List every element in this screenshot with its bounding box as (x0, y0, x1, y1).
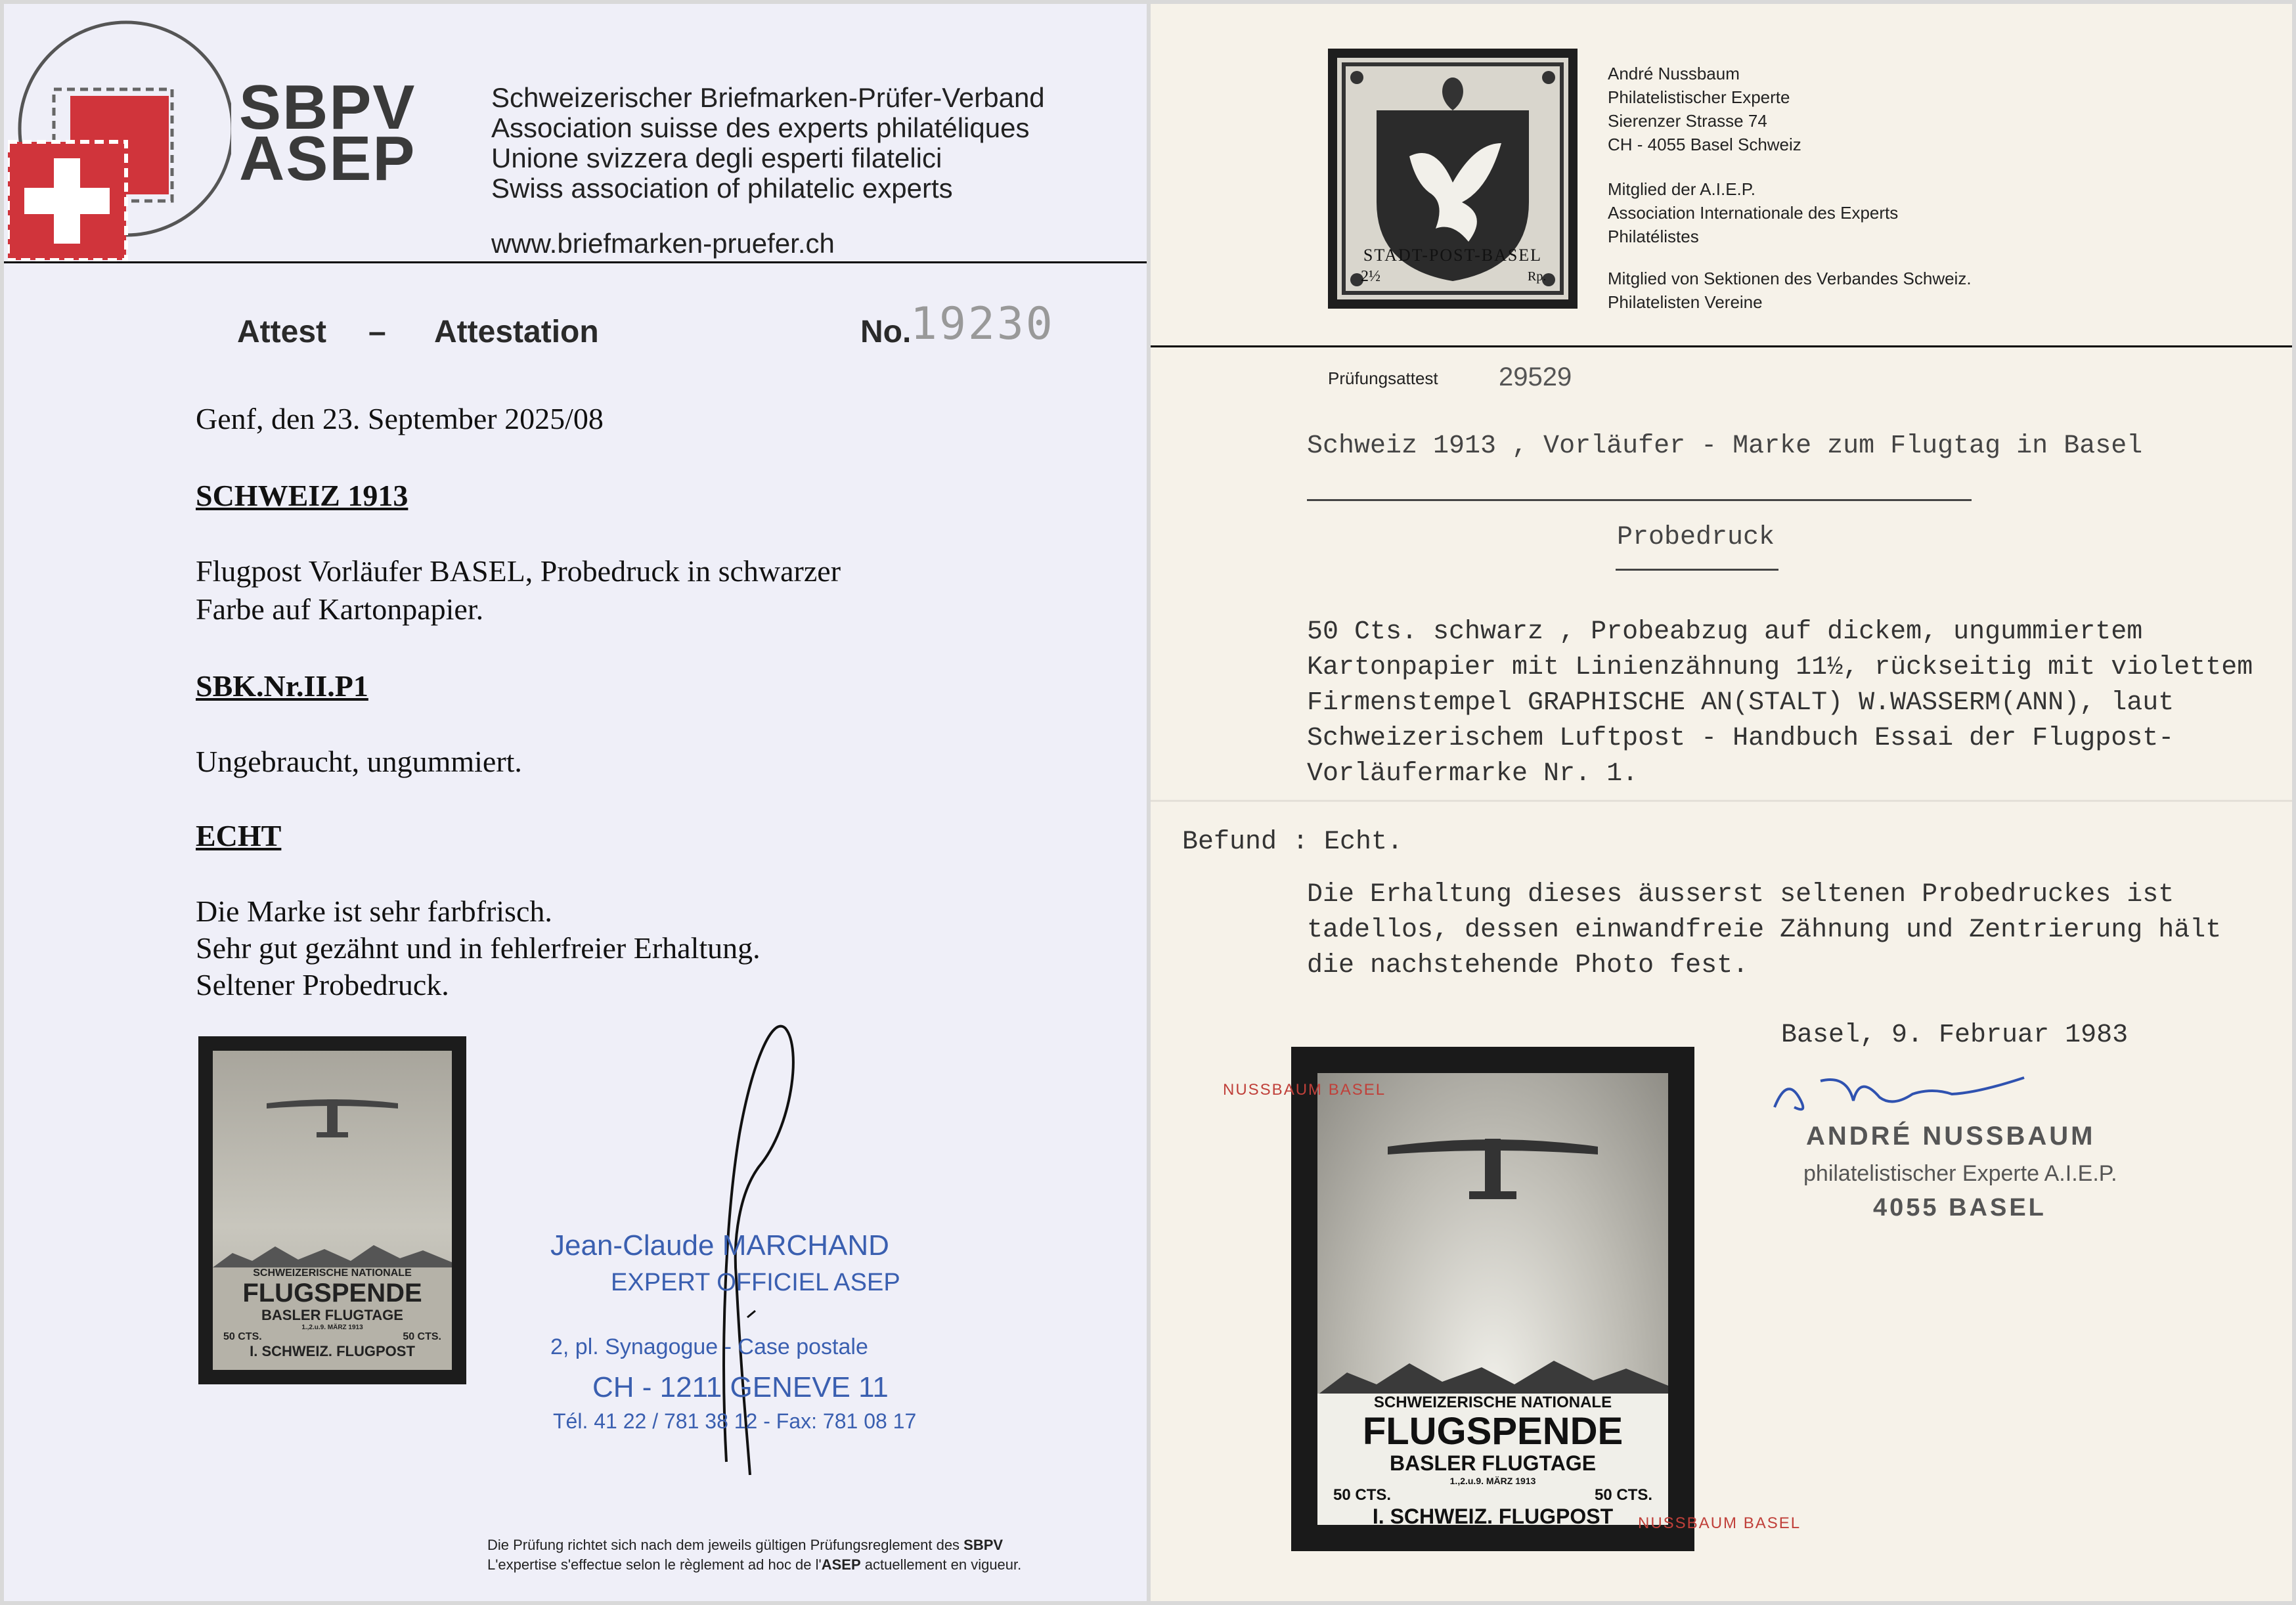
stamp-value-left: 50 CTS. (223, 1331, 262, 1342)
expert-phone: Tél. 41 22 / 781 38 12 - Fax: 781 08 17 (553, 1409, 917, 1433)
remark-line-right-1: Die Erhaltung dieses äusserst seltenen Probedruckes ist (1307, 880, 2175, 910)
stamp-line-2: FLUGSPENDE (242, 1279, 422, 1308)
member-line-5: Philatelisten Vereine (1608, 292, 1763, 312)
org-name-de: Schweizerischer Briefmarken-Prüfer-Verband (491, 82, 1045, 113)
attest-label-right: Prüfungsattest (1328, 368, 1438, 388)
nussbaum-stamp-city: 4055 BASEL (1873, 1194, 2046, 1221)
stamp-large-line-5: I. SCHWEIZ. FLUGPOST (1372, 1505, 1614, 1528)
stamp-large-line-1: SCHWEIZERISCHE NATIONALE (1373, 1394, 1612, 1411)
attestation-label: Attestation (434, 315, 599, 349)
header-divider-right (1151, 345, 2292, 347)
catalog-number: SBK.Nr.II.P1 (196, 669, 368, 703)
sbpv-certificate (4, 4, 1147, 1601)
expert-city: CH - 1211 GENEVE 11 (592, 1371, 889, 1403)
remark-line-1: Die Marke ist sehr farbfrisch. (196, 894, 552, 928)
desc-line-4: Schweizerischem Luftpost - Handbuch Essai der Flugpost- (1307, 724, 2175, 753)
nussbaum-certificate (1151, 4, 2292, 1601)
airplane-icon (267, 1090, 398, 1143)
dove-stamp-text: STADT-POST-BASEL (1363, 246, 1543, 265)
logo-text-sbpv: SBPV (239, 72, 416, 143)
mountains-large-icon (1317, 1355, 1668, 1395)
logo-text-asep: ASEP (239, 123, 416, 194)
remark-block-right (1307, 877, 2221, 984)
footer-line-1: Die Prüfung richtet sich nach dem jeweils gültigen Prüfungsreglement des SBPV (487, 1537, 1004, 1553)
description-line-2: Farbe auf Kartonpapier. (196, 592, 484, 626)
airplane-large-icon (1388, 1126, 1598, 1211)
stamp-image (213, 1051, 452, 1370)
address-line-2: Philatelistischer Experte (1608, 87, 1790, 107)
expert-name: Jean-Claude MARCHAND (550, 1229, 889, 1262)
red-stamp-top: NUSSBAUM BASEL (1223, 1081, 1386, 1099)
nussbaum-stamp-name: ANDRÉ NUSSBAUM (1806, 1122, 2096, 1151)
desc-line-1: 50 Cts. schwarz , Probeabzug auf dickem, ungummiertem (1307, 617, 2143, 647)
member-line-1: Mitglied der A.I.E.P. (1608, 179, 1755, 199)
attest-dash: – (368, 315, 386, 349)
remark-line-right-3: die nachstehende Photo fest. (1307, 951, 1749, 980)
heading-country: SCHWEIZ 1913 (196, 479, 408, 512)
verdict: ECHT (196, 819, 282, 852)
stamp-line-3: BASLER FLUGTAGE (261, 1307, 403, 1323)
stamp-line-1: SCHWEIZERISCHE NATIONALE (253, 1267, 412, 1279)
stamp-large-line-3: BASLER FLUGTAGE (1389, 1451, 1597, 1475)
stamp-image-large (1317, 1073, 1668, 1528)
attest-label: Attest (237, 315, 327, 349)
address-line-4: CH - 4055 Basel Schweiz (1608, 135, 1801, 154)
expert-address-block (1608, 62, 1801, 156)
basel-dove-stamp (1328, 49, 1578, 309)
dove-stamp-value: 2½ (1361, 268, 1380, 285)
membership-block-1 (1608, 177, 1898, 248)
expert-title: EXPERT OFFICIEL ASEP (611, 1269, 900, 1296)
paper-fold (1151, 800, 2292, 802)
member-line-3: Philatélistes (1608, 227, 1699, 246)
nussbaum-stamp-title: philatelistischer Experte A.I.E.P. (1803, 1161, 2117, 1186)
member-line-2: Association Internationale des Experts (1608, 203, 1899, 223)
remark-line-2: Sehr gut gezähnt und in fehlerfreier Erhaltung. (196, 931, 761, 965)
remark-line-right-2: tadellos, dessen einwandfreie Zähnung und Zentrierung hält (1307, 915, 2222, 945)
befund-line: Befund : Echt. (1182, 827, 1403, 857)
stamp-photo-large (1291, 1047, 1694, 1551)
description-block-right (1307, 615, 2253, 792)
stamp-text-block (213, 1267, 452, 1370)
dove-stamp-rp: Rp. (1528, 269, 1547, 284)
member-line-4: Mitglied von Sektionen des Verbandes Schweiz. (1608, 269, 1972, 288)
subject-line: Schweiz 1913 , Vorläufer - Marke zum Flugtag in Basel (1307, 431, 2143, 461)
address-line-3: Sierenzer Strasse 74 (1608, 111, 1767, 131)
membership-block-2 (1608, 267, 1972, 314)
swiss-cross-logo (8, 17, 231, 273)
condition-line: Ungebraucht, ungummiert. (196, 745, 522, 778)
subject-underline (1307, 499, 1972, 501)
stamp-large-line-4: 1.,2.u.9. MÄRZ 1913 (1449, 1476, 1536, 1486)
mountains-icon (213, 1241, 452, 1267)
org-name-fr: Association suisse des experts philatéliques (491, 112, 1030, 143)
stamp-line-4: 1.,2.u.9. MÄRZ 1913 (301, 1324, 363, 1331)
stamp-large-line-2: FLUGSPENDE (1362, 1410, 1623, 1453)
stamp-large-value-right: 50 CTS. (1594, 1486, 1652, 1504)
stamp-photo-small (198, 1036, 466, 1384)
website-link: www.briefmarken-pruefer.ch (491, 228, 835, 259)
desc-line-2: Kartonpapier mit Linienzähnung 11½, rückseitig mit violettem (1307, 653, 2253, 682)
org-names (491, 83, 1045, 204)
place-date: Basel, 9. Februar 1983 (1781, 1021, 2129, 1050)
stamp-text-block-large (1317, 1394, 1668, 1528)
certificate-number: 19230 (910, 298, 1055, 350)
org-name-en: Swiss association of philatelic experts (491, 173, 953, 204)
type-underline (1616, 569, 1778, 571)
number-label: No. (860, 315, 912, 349)
stamp-line-5: I. SCHWEIZ. FLUGPOST (250, 1343, 415, 1359)
address-line-1: André Nussbaum (1608, 64, 1740, 83)
stamp-large-value-left: 50 CTS. (1333, 1486, 1392, 1504)
footer-line-2: L'expertise s'effectue selon le règlement ad hoc de l'ASEP actuellement en vigueur. (487, 1556, 1022, 1573)
header-divider (4, 261, 1147, 263)
remark-line-3: Seltener Probedruck. (196, 968, 449, 1001)
stamp-value-right: 50 CTS. (403, 1331, 441, 1342)
attest-number-right: 29529 (1499, 363, 1572, 391)
desc-line-3: Firmenstempel GRAPHISCHE AN(STALT) W.WASSERM(ANN), laut (1307, 688, 2175, 718)
date-line: Genf, den 23. September 2025/08 (196, 402, 604, 435)
description-line-1: Flugpost Vorläufer BASEL, Probedruck in schwarzer (196, 554, 841, 588)
desc-line-5: Vorläufermarke Nr. 1. (1307, 759, 1639, 789)
type-label: Probedruck (1617, 523, 1775, 552)
org-name-it: Unione svizzera degli esperti filatelici (491, 143, 942, 173)
red-stamp-bottom: NUSSBAUM BASEL (1638, 1514, 1801, 1532)
blue-signature (1768, 1061, 2031, 1120)
expert-address: 2, pl. Synagogue - Case postale (550, 1334, 868, 1359)
